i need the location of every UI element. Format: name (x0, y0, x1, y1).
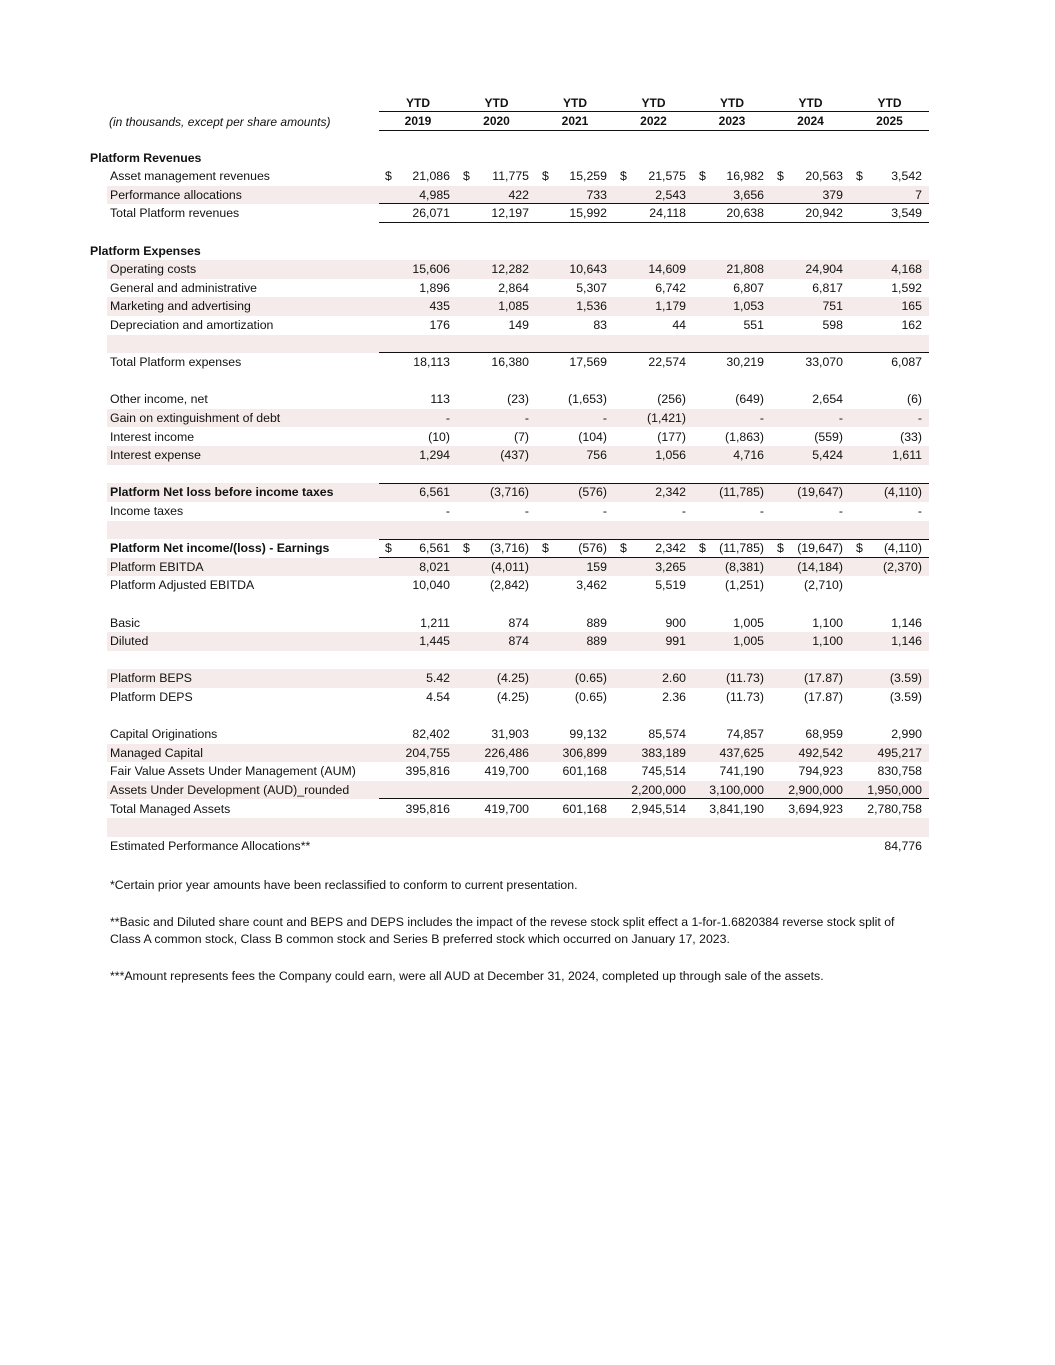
cell-value: 7 (915, 187, 922, 202)
currency-symbol: $ (542, 541, 549, 556)
cell-value: (14,184) (797, 559, 843, 574)
cell-value: 15,259 (569, 169, 607, 184)
cell-value: 3,542 (891, 169, 922, 184)
cell-value: 306,899 (562, 745, 607, 760)
units-subtitle: (in thousands, except per share amounts) (109, 115, 331, 129)
col-header-ytd: YTD (798, 96, 823, 110)
section-header (0, 149, 1055, 168)
cell-value: 874 (508, 634, 529, 649)
cell-value: 17,569 (569, 355, 607, 370)
row-label: Marketing and advertising (110, 299, 251, 314)
cell-value: 226,486 (484, 745, 529, 760)
cell-value: 1,950,000 (867, 782, 922, 797)
col-header-ytd: YTD (563, 96, 587, 110)
row-label: Fair Value Assets Under Management (AUM) (110, 764, 356, 779)
cell-value: 3,100,000 (709, 782, 764, 797)
cell-value: (19,647) (797, 485, 843, 500)
cell-value: (1,251) (725, 578, 764, 593)
cell-value: - (681, 503, 686, 518)
col-header-ytd: YTD (406, 96, 430, 110)
cell-value: - (838, 410, 843, 425)
cell-value: 551 (743, 317, 764, 332)
cell-value: (3,716) (490, 485, 529, 500)
cell-value: 733 (586, 187, 607, 202)
currency-symbol: $ (542, 169, 549, 184)
currency-symbol: $ (856, 169, 863, 184)
table-row (0, 725, 1055, 744)
header-rule (379, 130, 929, 131)
col-header-year: 2021 (561, 114, 589, 128)
cell-value: 794,923 (798, 764, 843, 779)
cell-value: - (838, 503, 843, 518)
cell-value: 14,609 (648, 262, 686, 277)
cell-value: 422 (508, 187, 529, 202)
cell-value: 3,549 (891, 206, 922, 221)
cell-value: 24,118 (649, 206, 686, 221)
table-row (0, 204, 1055, 223)
col-header-year: 2022 (640, 114, 667, 128)
cell-value: 3,265 (655, 559, 686, 574)
cell-value: 900 (665, 615, 686, 630)
table-row (0, 502, 1055, 521)
cell-value: 1,100 (812, 634, 843, 649)
row-label: Platform BEPS (110, 671, 193, 686)
cell-value: (3.59) (889, 671, 922, 686)
cell-value: 5,519 (655, 578, 686, 593)
cell-value: (104) (578, 429, 607, 444)
table-row (0, 353, 1055, 372)
cell-value: (17.87) (804, 689, 843, 704)
row-label: Assets Under Development (AUD)_rounded (110, 782, 350, 797)
cell-value: 16,380 (491, 355, 529, 370)
cell-value: 379 (822, 187, 843, 202)
cell-value: 3,462 (576, 578, 607, 593)
cell-value: 2,654 (812, 392, 843, 407)
col-header-year: 2019 (404, 114, 432, 128)
cell-value: 874 (508, 615, 529, 630)
currency-symbol: $ (620, 541, 627, 556)
cell-value: 1,592 (891, 280, 922, 295)
row-label: Managed Capital (110, 745, 203, 760)
row-shading (107, 335, 929, 354)
cell-value: 21,808 (726, 262, 764, 277)
row-label: Basic (110, 615, 141, 630)
cell-value: - (917, 503, 922, 518)
table-row (0, 632, 1055, 651)
cell-value: 149 (508, 317, 529, 332)
table-row (0, 428, 1055, 447)
cell-value: 1,179 (655, 299, 686, 314)
cell-value: (4,011) (490, 559, 529, 574)
currency-symbol: $ (699, 541, 706, 556)
cell-value: - (524, 503, 529, 518)
cell-value: 1,146 (891, 634, 922, 649)
cell-value: 2,945,514 (631, 801, 686, 816)
row-shading (107, 818, 929, 837)
table-row (0, 297, 1055, 316)
cell-value: 20,942 (805, 206, 843, 221)
cell-value: 30,219 (726, 355, 764, 370)
cell-value: 22,574 (648, 355, 686, 370)
cell-value: 6,561 (419, 541, 450, 556)
cell-value: 162 (901, 317, 922, 332)
cell-value: 756 (586, 448, 607, 463)
table-row (0, 576, 1055, 595)
cell-value: 12,197 (491, 206, 529, 221)
cell-value: (8,381) (725, 559, 764, 574)
cell-value: (2,370) (883, 559, 922, 574)
table-row (0, 781, 1055, 800)
table-row (0, 669, 1055, 688)
row-label: General and administrative (110, 280, 257, 295)
table-row (0, 446, 1055, 465)
spacer-row (0, 335, 1055, 354)
cell-value: 395,816 (405, 764, 450, 779)
cell-value: 1,005 (733, 615, 764, 630)
cell-value: 4,168 (891, 262, 922, 277)
row-label: Interest expense (110, 448, 201, 463)
cell-value: 1,053 (733, 299, 764, 314)
row-label: Total Platform revenues (110, 206, 240, 221)
cell-value: 419,700 (484, 801, 529, 816)
cell-value: (559) (814, 429, 843, 444)
footnote: **Basic and Diluted share count and BEPS and DEPS includes the impact of the revese stock split effect a 1-for-1.6820384 reverse stock split of Class A common stock, Class B common stock and Series B preferred stock which occurred on January 17, 2023. (110, 915, 895, 946)
cell-value: 991 (665, 634, 686, 649)
currency-symbol: $ (699, 169, 706, 184)
row-label: Platform Net income/(loss) - Earnings (110, 541, 330, 556)
col-header-ytd: YTD (484, 96, 509, 110)
cell-value: 6,087 (891, 355, 922, 370)
cell-value: (177) (657, 429, 686, 444)
cell-value: (0.65) (574, 689, 607, 704)
row-label: Platform Expenses (90, 243, 201, 258)
cell-value: 1,445 (419, 634, 450, 649)
spacer-row (0, 818, 1055, 837)
cell-value: (23) (507, 392, 529, 407)
table-row (0, 614, 1055, 633)
cell-value: 751 (822, 299, 843, 314)
cell-value: 492,542 (798, 745, 843, 760)
cell-value: - (445, 503, 450, 518)
cell-value: 2,342 (655, 541, 686, 556)
cell-value: 601,168 (562, 764, 607, 779)
cell-value: 6,817 (812, 280, 843, 295)
cell-value: (1,653) (568, 392, 607, 407)
cell-value: 8,021 (419, 559, 450, 574)
cell-value: 204,755 (405, 745, 450, 760)
table-row (0, 744, 1055, 763)
table-row (0, 390, 1055, 409)
row-label: Estimated Performance Allocations** (110, 838, 311, 853)
cell-value: 2,864 (498, 280, 529, 295)
col-header-year: 2025 (876, 114, 903, 128)
cell-value: 3,841,190 (709, 801, 764, 816)
table-row (0, 762, 1055, 781)
row-label: Platform EBITDA (110, 559, 204, 574)
row-label: Diluted (110, 634, 149, 649)
cell-value: (649) (735, 392, 764, 407)
cell-value: 4,985 (419, 187, 450, 202)
cell-value: 20,563 (805, 169, 843, 184)
cell-value: 745,514 (641, 764, 686, 779)
row-label: Interest income (110, 429, 195, 444)
cell-value: 74,857 (726, 727, 764, 742)
cell-value: 2.36 (662, 689, 686, 704)
cell-value: (4.25) (496, 671, 529, 686)
row-label: Platform DEPS (110, 689, 193, 704)
col-header-year: 2024 (797, 114, 824, 128)
cell-value: 44 (672, 317, 686, 332)
cell-value: 12,282 (491, 262, 529, 277)
cell-value: 830,758 (877, 764, 922, 779)
cell-value: 15,606 (412, 262, 450, 277)
cell-value: 176 (429, 317, 450, 332)
cell-value: (7) (513, 429, 529, 444)
table-row (0, 316, 1055, 335)
cell-value: 16,982 (726, 169, 764, 184)
footnote: *Certain prior year amounts have been reclassified to conform to current presentation. (110, 878, 578, 892)
cell-value: (256) (657, 392, 686, 407)
row-label: Gain on extinguishment of debt (110, 410, 281, 425)
cell-value: 435 (429, 299, 450, 314)
col-header-ytd: YTD (877, 96, 902, 110)
cell-value: 4.54 (426, 689, 450, 704)
cell-value: 24,904 (805, 262, 843, 277)
col-header-ytd: YTD (641, 96, 666, 110)
cell-value: 3,694,923 (788, 801, 843, 816)
row-label: Total Managed Assets (110, 801, 231, 816)
cell-value: 1,005 (733, 634, 764, 649)
row-label: Platform Adjusted EBITDA (110, 578, 255, 593)
cell-value: 5,424 (812, 448, 843, 463)
cell-value: 26,071 (412, 206, 450, 221)
cell-value: 495,217 (877, 745, 922, 760)
cell-value: 2.60 (662, 671, 686, 686)
cell-value: 598 (822, 317, 843, 332)
cell-value: (1,421) (647, 410, 686, 425)
table-row (0, 539, 1055, 558)
cell-value: 85,574 (648, 727, 686, 742)
cell-value: 5,307 (576, 280, 607, 295)
cell-value: 1,085 (498, 299, 529, 314)
spacer-row (0, 465, 1055, 484)
cell-value: 419,700 (484, 764, 529, 779)
table-row (0, 800, 1055, 819)
cell-value: (0.65) (574, 671, 607, 686)
currency-symbol: $ (385, 541, 392, 556)
cell-value: (4,110) (883, 485, 922, 500)
table-row (0, 558, 1055, 577)
currency-symbol: $ (463, 169, 470, 184)
table-row (0, 688, 1055, 707)
currency-symbol: $ (777, 169, 784, 184)
cell-value: (10) (428, 429, 450, 444)
cell-value: (11,785) (719, 541, 764, 556)
cell-value: (11.73) (725, 689, 764, 704)
cell-value: 68,959 (805, 727, 843, 742)
cell-value: 6,561 (419, 485, 450, 500)
cell-value: 21,575 (648, 169, 686, 184)
table-row (0, 409, 1055, 428)
spacer-row (0, 651, 1055, 670)
cell-value: (2,710) (804, 578, 843, 593)
row-label: Capital Originations (110, 727, 218, 742)
cell-value: (437) (500, 448, 529, 463)
table-row (0, 279, 1055, 298)
cell-value: 1,896 (419, 280, 450, 295)
cell-value: 82,402 (412, 727, 450, 742)
currency-symbol: $ (777, 541, 784, 556)
table-row (0, 186, 1055, 205)
cell-value: 4,716 (733, 448, 764, 463)
row-label: Income taxes (110, 503, 184, 518)
cell-value: 84,776 (884, 838, 922, 853)
cell-value: 1,211 (420, 615, 450, 630)
row-label: Platform Revenues (90, 150, 202, 165)
cell-value: 395,816 (405, 801, 450, 816)
row-label: Operating costs (110, 262, 197, 277)
cell-value: 113 (430, 392, 450, 407)
cell-value: 21,086 (412, 169, 450, 184)
row-label: Performance allocations (110, 187, 242, 202)
cell-value: (3,716) (490, 541, 529, 556)
section-header (0, 242, 1055, 261)
col-header-year: 2023 (718, 114, 746, 128)
row-rule (379, 539, 929, 540)
row-label: Depreciation and amortization (110, 317, 274, 332)
cell-value: 2,342 (655, 485, 686, 500)
table-row (0, 837, 1055, 856)
spacer-row (0, 223, 1055, 242)
cell-value: 6,742 (655, 280, 686, 295)
cell-value: 1,611 (892, 448, 922, 463)
cell-value: 1,294 (419, 448, 450, 463)
row-shading (107, 521, 929, 540)
cell-value: - (445, 410, 450, 425)
spacer-row (0, 707, 1055, 726)
spacer-row (0, 521, 1055, 540)
currency-symbol: $ (463, 541, 470, 556)
cell-value: 33,070 (805, 355, 843, 370)
row-label: Asset management revenues (110, 169, 270, 184)
table-row (0, 167, 1055, 186)
cell-value: 11,775 (492, 169, 529, 184)
cell-value: (576) (578, 485, 607, 500)
spacer-row (0, 372, 1055, 391)
currency-symbol: $ (856, 541, 863, 556)
cell-value: - (602, 410, 607, 425)
cell-value: 83 (593, 317, 607, 332)
cell-value: - (759, 503, 764, 518)
row-label: Other income, net (110, 392, 208, 407)
footnote: ***Amount represents fees the Company could earn, were all AUD at December 31, 2024, completed up through sale of the assets. (110, 969, 824, 983)
cell-value: 20,638 (726, 206, 764, 221)
cell-value: 10,040 (412, 578, 450, 593)
cell-value: (4,110) (883, 541, 922, 556)
cell-value: 15,992 (569, 206, 607, 221)
cell-value: 383,189 (641, 745, 686, 760)
cell-value: (19,647) (797, 541, 843, 556)
cell-value: 1,056 (655, 448, 686, 463)
cell-value: 99,132 (569, 727, 607, 742)
cell-value: 601,168 (562, 801, 607, 816)
cell-value: 437,625 (719, 745, 764, 760)
cell-value: - (917, 410, 922, 425)
cell-value: 6,807 (733, 280, 764, 295)
cell-value: - (524, 410, 529, 425)
cell-value: (576) (578, 541, 607, 556)
col-header-ytd: YTD (720, 96, 744, 110)
cell-value: (3.59) (889, 689, 922, 704)
row-label: Platform Net loss before income taxes (110, 485, 334, 500)
cell-value: 159 (586, 559, 607, 574)
cell-value: 1,536 (576, 299, 607, 314)
row-rule (379, 483, 929, 484)
cell-value: 889 (586, 634, 607, 649)
cell-value: (4.25) (496, 689, 529, 704)
cell-value: 2,990 (891, 727, 922, 742)
cell-value: 1,100 (812, 615, 843, 630)
header-rule (379, 111, 929, 112)
cell-value: 3,656 (733, 187, 764, 202)
cell-value: 2,780,758 (867, 801, 922, 816)
cell-value: - (602, 503, 607, 518)
cell-value: (11.73) (725, 671, 764, 686)
cell-value: 741,190 (719, 764, 764, 779)
cell-value: (6) (906, 392, 922, 407)
spacer-row (0, 595, 1055, 614)
col-header-year: 2020 (483, 114, 510, 128)
table-row (0, 483, 1055, 502)
currency-symbol: $ (385, 169, 392, 184)
cell-value: 18,113 (413, 355, 450, 370)
cell-value: 2,543 (655, 187, 686, 202)
cell-value: (2,842) (490, 578, 529, 593)
cell-value: - (759, 410, 764, 425)
cell-value: 10,643 (569, 262, 607, 277)
currency-symbol: $ (620, 169, 627, 184)
cell-value: 889 (586, 615, 607, 630)
cell-value: 1,146 (891, 615, 922, 630)
cell-value: 165 (901, 299, 922, 314)
cell-value: (1,863) (725, 429, 764, 444)
cell-value: 5.42 (426, 671, 450, 686)
cell-value: (17.87) (804, 671, 843, 686)
row-label: Total Platform expenses (110, 355, 242, 370)
cell-value: (33) (900, 429, 922, 444)
table-row (0, 260, 1055, 279)
cell-value: 31,903 (491, 727, 529, 742)
cell-value: 2,200,000 (631, 782, 686, 797)
cell-value: 2,900,000 (788, 782, 843, 797)
cell-value: (11,785) (719, 485, 764, 500)
